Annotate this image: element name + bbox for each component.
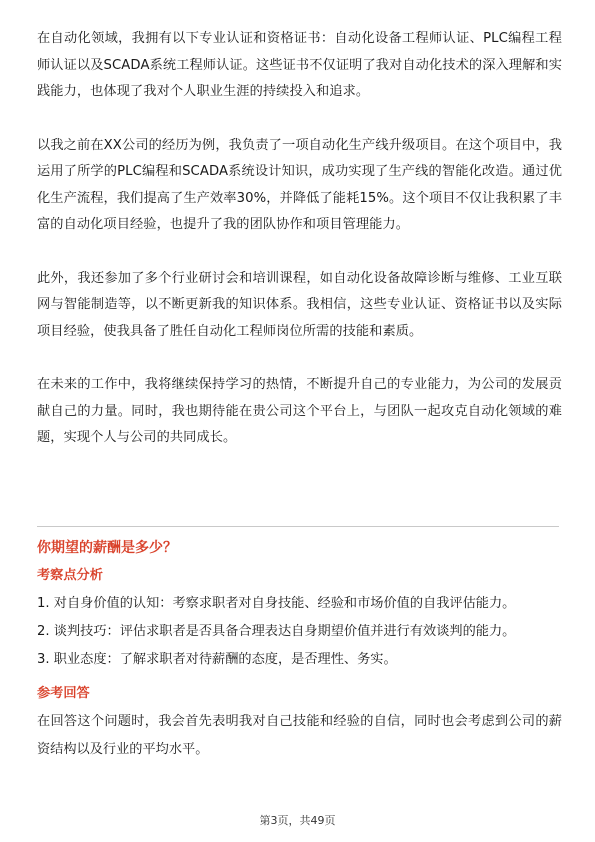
body-text xyxy=(37,26,562,452)
analysis-list xyxy=(37,590,562,674)
paragraph: 以我之前在XX公司的经历为例，我负责了一项自动化生产线升级项目。在这个项目中，我运用了所学的PLC编程和SCADA系统设计知识，成功实现了生产线的智能化改造。通过优化生产流程，我们提高了生产效率30%，并降低了能耗15%。这个项目不仅让我积累了丰富的自动化项目经验，也提升了我的团队协作和项目管理能力。 xyxy=(37,137,562,232)
analysis-heading: 考察点分析 xyxy=(37,568,103,583)
list-item: 3. 职业态度：了解求职者对待薪酬的态度，是否理性、务实。 xyxy=(37,652,397,667)
paragraph: 此外，我还参加了多个行业研讨会和培训课程，如自动化设备故障诊断与维修、工业互联网与智能制造等，以不断更新我的知识体系。我相信，这些专业认证、资格证书以及实际项目经验，使我具备了胜任自动化工程师岗位所需的技能和素质。 xyxy=(37,270,562,339)
answer-text: 在回答这个问题时，我会首先表明我对自己技能和经验的自信，同时也会考虑到公司的薪资结构以及行业的平均水平。 xyxy=(37,714,562,757)
paragraph: 在未来的工作中，我将继续保持学习的热情，不断提升自己的专业能力，为公司的发展贡献自己的力量。同时，我也期待能在贵公司这个平台上，与团队一起攻克自动化领域的难题，实现个人与公司的共同成长。 xyxy=(37,377,562,445)
list-item: 1. 对自身价值的认知：考察求职者对自身技能、经验和市场价值的自我评估能力。 xyxy=(37,596,516,611)
list-item: 2. 谈判技巧：评估求职者是否具备合理表达自身期望价值并进行有效谈判的能力。 xyxy=(37,624,516,639)
section-divider xyxy=(37,526,559,527)
answer-heading: 参考回答 xyxy=(37,686,90,701)
paragraph: 在自动化领域，我拥有以下专业认证和资格证书：自动化设备工程师认证、PLC编程工程师认证以及SCADA系统工程师认证。这些证书不仅证明了我对自动化技术的深入理解和实践能力，也体现了我对个人职业生涯的持续投入和追求。 xyxy=(37,31,562,99)
question-title: 你期望的薪酬是多少？ xyxy=(37,540,177,556)
page-number: 第3页，共49页 xyxy=(259,814,336,827)
